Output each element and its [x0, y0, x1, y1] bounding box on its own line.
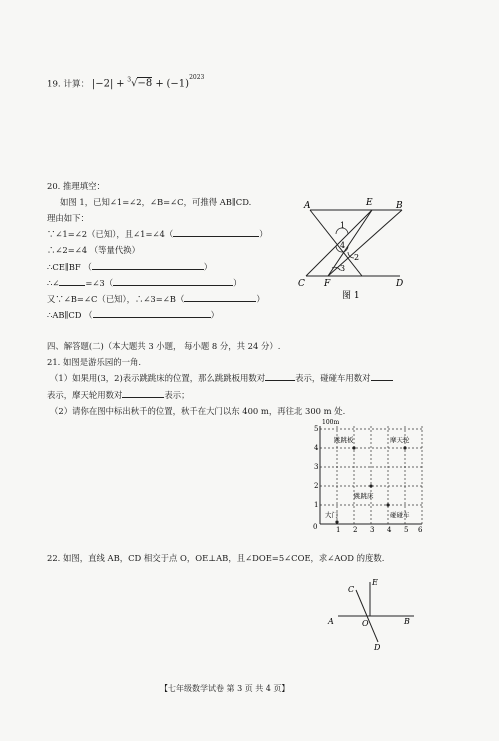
q20-line6-end: ） — [210, 310, 219, 320]
q22-label-a: A — [328, 617, 334, 626]
q20-line4-end: ） — [233, 278, 242, 288]
q19-power-base: (−1) — [166, 78, 190, 90]
section-4-heading: 四、解答题(二)（本大题共 3 小题， 每小题 8 分，共 24 分）. — [47, 341, 281, 351]
label-e: E — [366, 198, 373, 208]
q20-line5-text: 又∵∠B=∠C（已知），∴∠3=∠B（ — [47, 294, 185, 304]
q20-title: 20. 推理填空： — [47, 181, 105, 191]
x-tick-4: 4 — [387, 526, 392, 534]
label-angle-4: 4 — [340, 241, 346, 250]
y-tick-1: 1 — [314, 501, 319, 509]
q22-label-c: C — [348, 585, 355, 594]
q21-part1-c: 表示，摩天轮用数对 — [47, 390, 123, 400]
x-tick-2: 2 — [353, 526, 358, 534]
y-tick-3: 3 — [314, 463, 319, 471]
q21-part1-line1 — [50, 372, 393, 384]
q21-blank-seesaw[interactable] — [265, 372, 295, 381]
q22-label-d: D — [374, 643, 381, 652]
page-footer: 【七年级数学试卷 第 3 页 共 4 页】 — [160, 684, 290, 693]
figure-1 — [292, 194, 422, 306]
q19-root-index: 3 — [127, 77, 132, 84]
q19-line — [47, 74, 205, 90]
q20-line1-end: ） — [259, 229, 268, 239]
q20-line1-text: ∵∠1=∠2（已知），且∠1=∠4（ — [47, 229, 174, 239]
q21-part1-b: 表示，碰碰车用数对 — [295, 373, 371, 383]
q22-label-b: B — [404, 617, 410, 626]
x-tick-6: 6 — [418, 526, 423, 534]
place-gate: 大门 — [325, 511, 338, 519]
q20-line1 — [47, 228, 268, 240]
q19-cuberoot — [127, 78, 155, 89]
q19-power-exp: 2023 — [189, 74, 205, 82]
q20-line3-text: ∴CE∥BF （ — [47, 262, 92, 272]
label-d: D — [396, 279, 404, 289]
q22-label-o: O — [362, 619, 369, 628]
q20-blank-2[interactable] — [92, 261, 204, 270]
q20-line4-b: =∠3（ — [85, 278, 114, 288]
park-grid — [308, 418, 428, 536]
q20-blank-3[interactable] — [59, 277, 85, 286]
x-tick-3: 3 — [370, 526, 375, 534]
q20-line3-end: ） — [203, 262, 213, 272]
q21-title: 21. 如图是游乐园的一角. — [47, 357, 142, 367]
q20-blank-4[interactable] — [113, 277, 233, 286]
y-tick-5: 5 — [314, 425, 319, 433]
q22-label-e: E — [372, 578, 378, 587]
y-tick-2: 2 — [314, 482, 319, 490]
figure-q22 — [318, 576, 418, 652]
place-seesaw: 跳跳板 — [334, 436, 354, 444]
q20-line6-text: ∴AB∥CD （ — [47, 310, 93, 320]
q21-part1-a: （1）如果用(3，2)表示跳跳床的位置，那么跳跳板用数对 — [50, 373, 266, 383]
place-trampoline: 跳跳床 — [354, 492, 374, 500]
label-angle-1: 1 — [340, 221, 346, 230]
grid-origin: 0 — [313, 523, 318, 531]
q20-blank-5[interactable] — [184, 293, 256, 302]
y-tick-4: 4 — [314, 444, 319, 452]
q21-blank-ferris[interactable] — [122, 389, 164, 398]
label-angle-2: 2 — [354, 253, 360, 262]
label-a: A — [304, 201, 311, 211]
q20-line4-a: ∴∠ — [47, 278, 60, 288]
q19-root-body: −8 — [137, 78, 153, 90]
q20-intro: 如图 1，已知∠1=∠2，∠B=∠C，可推得 AB∥CD. — [60, 197, 252, 207]
x-tick-5: 5 — [404, 526, 409, 534]
q22-text: 22. 如图，直线 AB，CD 相交于点 O，OE⊥AB，且∠DOE=5∠COE，求∠AOD 的度数. — [47, 553, 385, 563]
label-f: F — [324, 279, 331, 289]
x-tick-1: 1 — [336, 526, 341, 534]
point-seesaw — [352, 446, 355, 449]
point-gate — [335, 520, 338, 523]
q20-line3 — [47, 261, 212, 273]
q21-part1-d: 表示； — [164, 390, 190, 400]
q19-plus1: + — [116, 78, 125, 90]
label-c: C — [298, 279, 305, 289]
q19-label: 19. 计算： — [47, 79, 90, 90]
q21-part2: （2）请你在图中标出秋千的位置，秋千在大门以东 400 m，再往北 300 m 处. — [50, 406, 346, 416]
q20-line4 — [47, 277, 241, 289]
point-trampoline — [369, 484, 372, 487]
point-ferris — [403, 446, 406, 449]
point-bumper — [386, 503, 389, 506]
place-ferris: 摩天轮 — [390, 436, 410, 444]
q20-reason-label: 理由如下： — [47, 213, 89, 223]
q21-blank-bumper[interactable] — [371, 372, 393, 381]
label-b: B — [396, 201, 403, 211]
q19-plus2: + — [155, 78, 164, 90]
q20-line5 — [47, 293, 265, 305]
root-sign-icon: √ — [131, 78, 138, 90]
figure-1-caption: 图 1 — [342, 291, 360, 301]
q21-part1-line2 — [47, 389, 190, 401]
q19-abs: |−2| — [91, 78, 114, 90]
place-bumper: 碰碰车 — [390, 511, 410, 519]
q20-line6 — [47, 309, 219, 321]
line-ad — [310, 210, 362, 276]
q20-blank-6[interactable] — [93, 309, 211, 318]
q20-line5-end: ） — [256, 294, 265, 304]
q20-line2: ∴∠2=∠4 （等量代换） — [47, 245, 140, 255]
label-angle-3: 3 — [340, 264, 346, 273]
q20-blank-1[interactable] — [173, 228, 259, 237]
grid-unit: 100m — [322, 419, 340, 426]
